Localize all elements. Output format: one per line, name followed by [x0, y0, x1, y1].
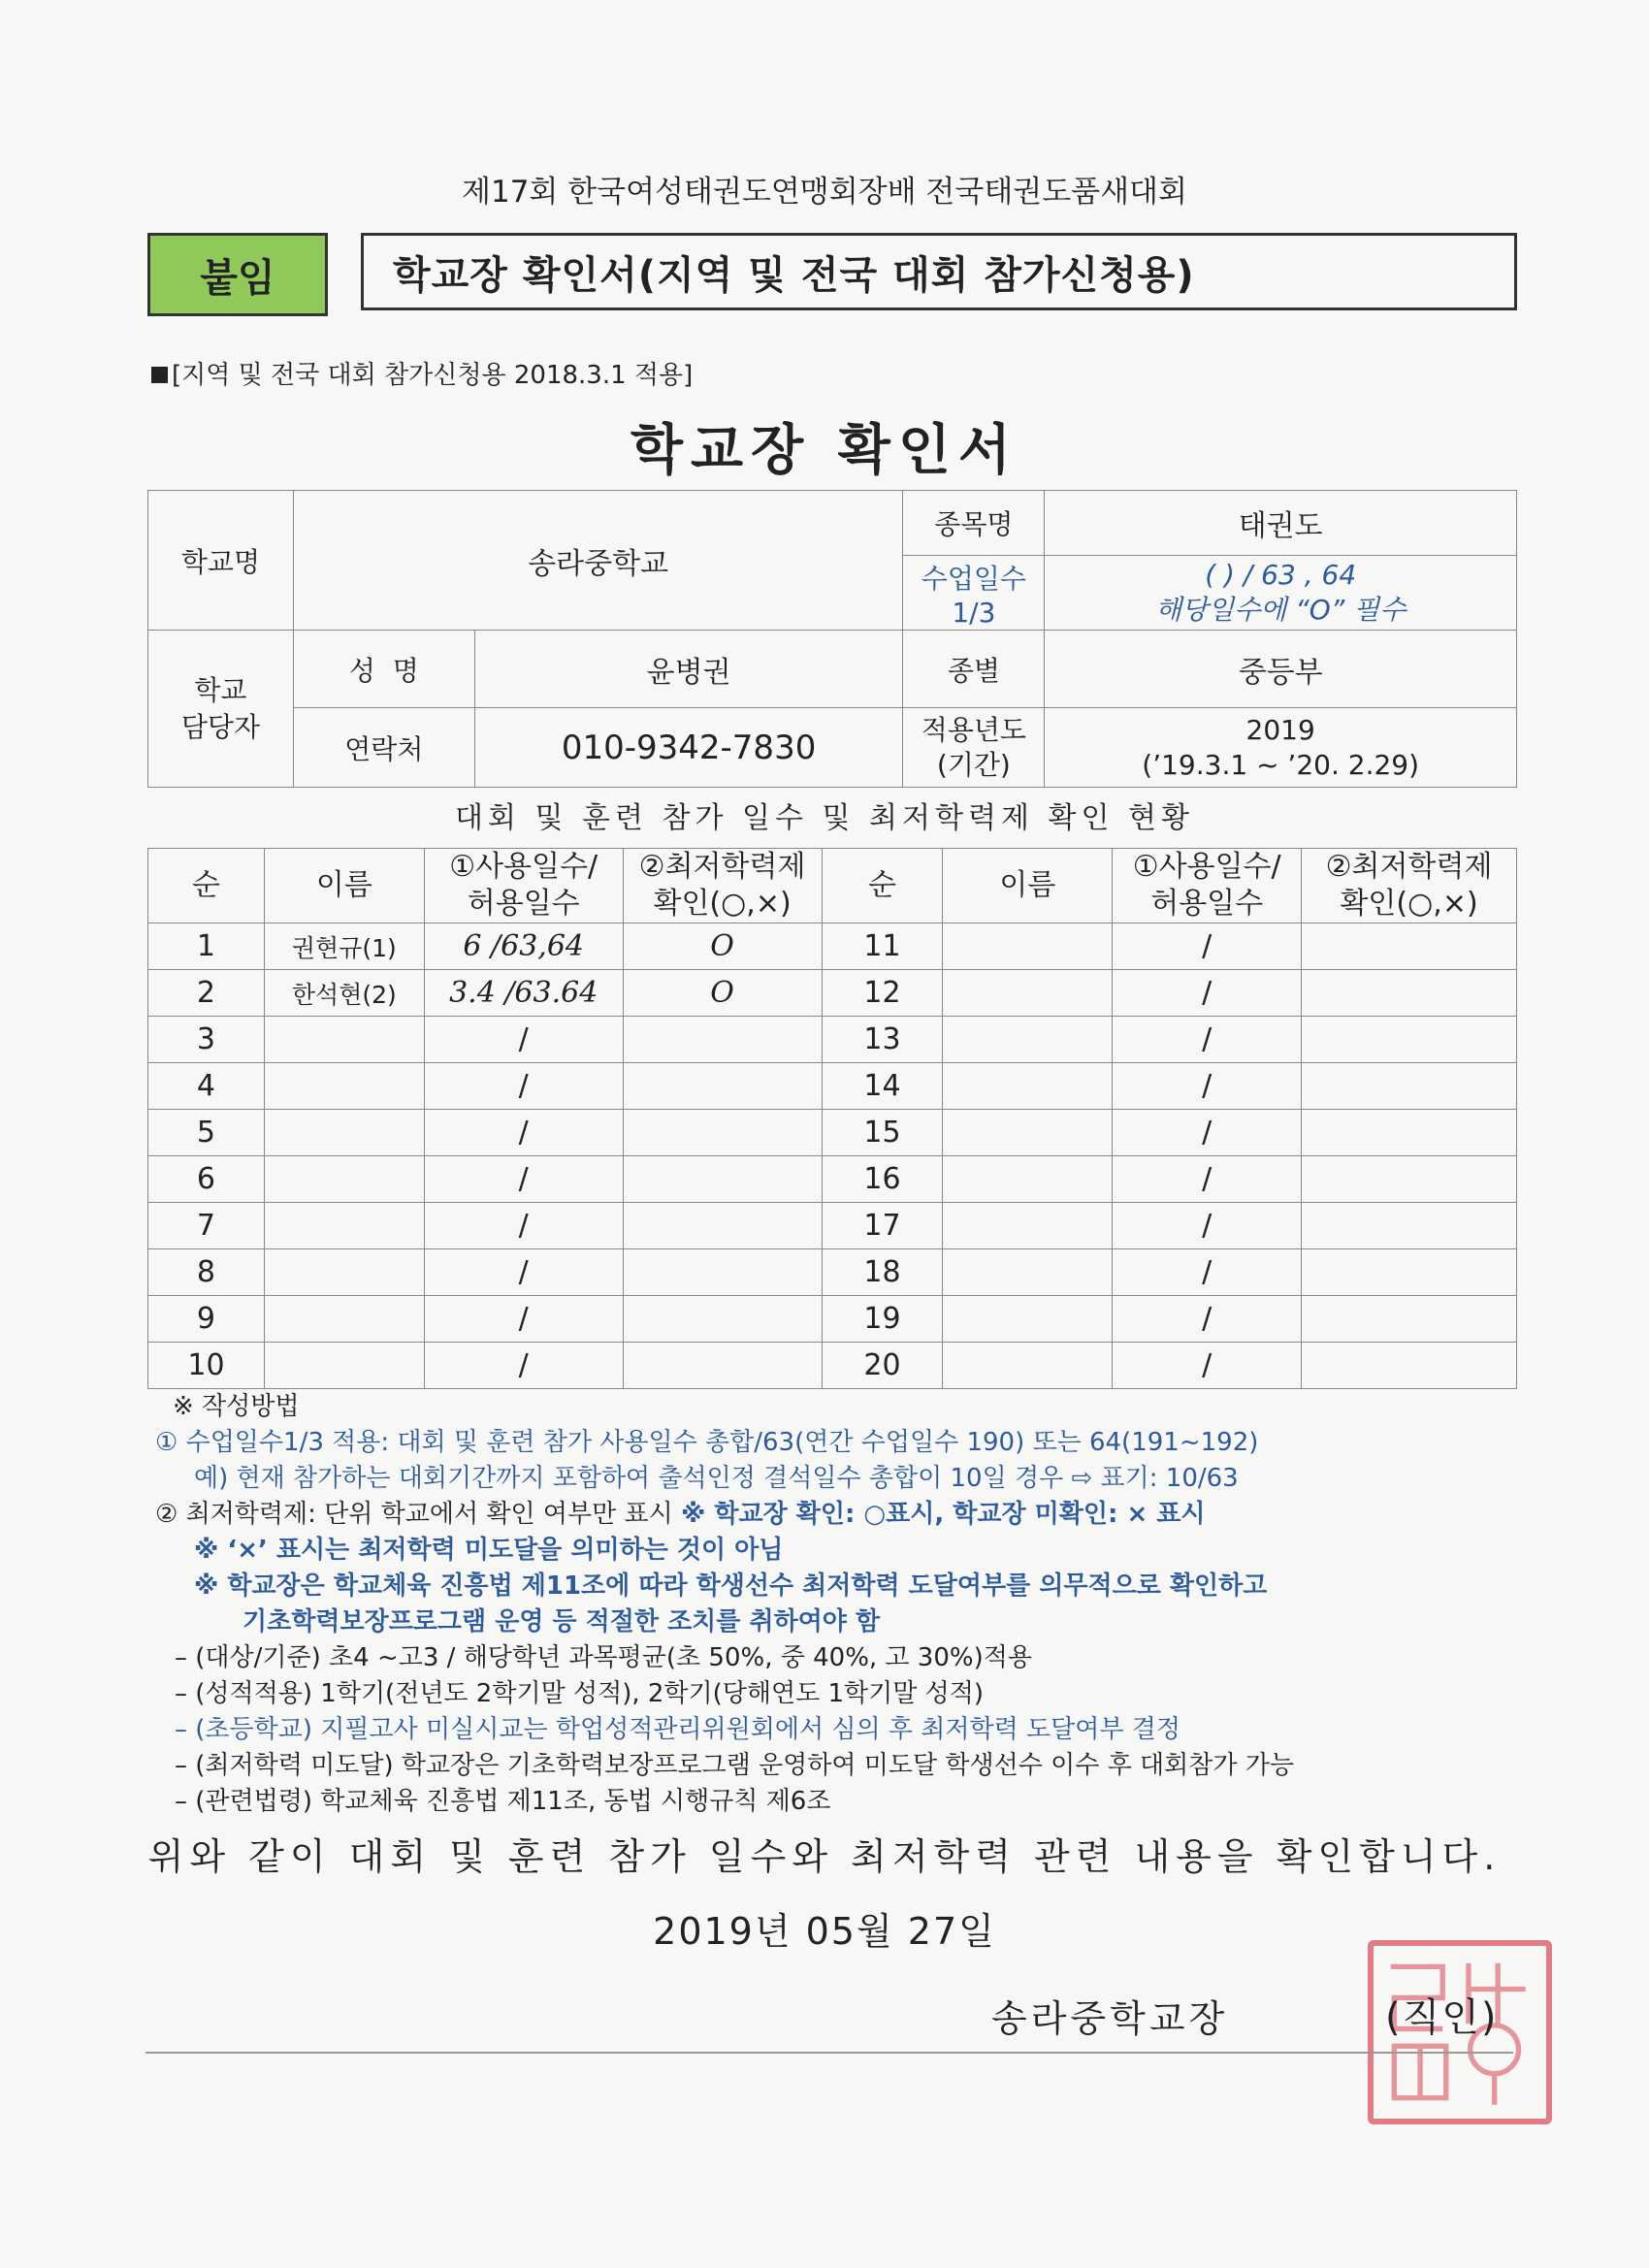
row-days-right: /	[1113, 970, 1302, 1017]
row-name-right	[943, 1296, 1113, 1343]
school-name-value: 송라중학교	[293, 491, 903, 631]
table-row	[148, 970, 1517, 1017]
method-line-10: – (최저학력 미도달) 학교장은 기초학력보장프로그램 운영하여 미도달 학생선수 이수 후 대회참가 가능	[175, 1751, 1294, 1780]
row-no-right: 16	[822, 1156, 943, 1203]
row-check	[623, 1249, 822, 1296]
row-no: 1	[148, 923, 265, 970]
row-no-right: 15	[822, 1110, 943, 1156]
row-no: 10	[148, 1343, 265, 1389]
contact-person-label-line2: 담당자	[180, 710, 261, 743]
row-name	[264, 1017, 424, 1063]
row-name-right	[943, 1343, 1113, 1389]
header-check-right	[1302, 849, 1517, 923]
year-value-line1: 2019	[1245, 713, 1315, 746]
row-days: /	[424, 1296, 623, 1343]
table-row	[148, 923, 1517, 970]
row-check-right	[1302, 1203, 1517, 1249]
school-info-table	[147, 490, 1517, 788]
table-row	[148, 1017, 1517, 1063]
event-label: 종목명	[903, 491, 1045, 556]
row-check-right	[1302, 923, 1517, 970]
method-heading: ※ 작성방법	[173, 1392, 300, 1421]
row-check-right	[1302, 970, 1517, 1017]
row-name	[264, 1203, 424, 1249]
contact-person-label	[148, 631, 294, 788]
header-name-right: 이름	[943, 849, 1113, 923]
row-check	[623, 1110, 822, 1156]
person-name-value: 윤병권	[474, 631, 903, 708]
header-name: 이름	[264, 849, 424, 923]
method-line-3a: ② 최저학력제: 단위 학교에서 확인 여부만 표시	[155, 1500, 682, 1529]
class-days-label-line1: 수업일수	[921, 562, 1026, 595]
row-name	[264, 1249, 424, 1296]
row-no-right: 11	[822, 923, 943, 970]
method-line-4: ※ ‘×’ 표시는 최저학력 미도달을 의미하는 것이 아님	[194, 1536, 784, 1565]
page-title: 학교장 확인서	[630, 419, 1019, 482]
header-no: 순	[148, 849, 265, 923]
row-days-right: /	[1113, 1063, 1302, 1110]
row-days: 6 /63,64	[424, 923, 623, 970]
row-no: 3	[148, 1017, 265, 1063]
row-name-right	[943, 1156, 1113, 1203]
row-days-right: /	[1113, 1203, 1302, 1249]
square-bullet-icon	[151, 367, 168, 383]
row-name	[264, 1156, 424, 1203]
row-name-right	[943, 1203, 1113, 1249]
form-title: 학교장 확인서(지역 및 전국 대회 참가신청용)	[361, 233, 1517, 310]
row-no-right: 13	[822, 1017, 943, 1063]
row-check	[623, 1296, 822, 1343]
table-row	[148, 1063, 1517, 1110]
division-value: 중등부	[1045, 631, 1517, 708]
row-name-right	[943, 1249, 1113, 1296]
row-days-right: /	[1113, 1296, 1302, 1343]
row-name-right	[943, 1017, 1113, 1063]
row-days-right: /	[1113, 1343, 1302, 1389]
row-days: 3.4 /63.64	[424, 970, 623, 1017]
header-days-line1: ①사용일수/	[449, 850, 598, 884]
row-no-right: 17	[822, 1203, 943, 1249]
row-check-right	[1302, 1110, 1517, 1156]
year-label	[903, 708, 1045, 788]
issue-date: 2019년 05월 27일	[653, 1910, 996, 1953]
table-row	[148, 1156, 1517, 1203]
row-check	[623, 1156, 822, 1203]
row-name-right	[943, 970, 1113, 1017]
row-no: 2	[148, 970, 265, 1017]
row-days: /	[424, 1063, 623, 1110]
bottom-divider	[146, 2052, 1513, 2054]
class-days-label-line2: 1/3	[952, 596, 996, 629]
row-days-right: /	[1113, 1249, 1302, 1296]
row-check-right	[1302, 1249, 1517, 1296]
method-line-3	[155, 1497, 1531, 1533]
principal-title: 송라중학교장	[991, 1997, 1229, 2040]
table-row	[148, 1249, 1517, 1296]
class-days-value	[1045, 556, 1517, 631]
header-no-right: 순	[822, 849, 943, 923]
row-days: /	[424, 1017, 623, 1063]
person-name-label: 성 명	[293, 631, 474, 708]
row-check-right	[1302, 1296, 1517, 1343]
row-no-right: 18	[822, 1249, 943, 1296]
table-row	[148, 1110, 1517, 1156]
row-check: O	[623, 970, 822, 1017]
row-no-right: 14	[822, 1063, 943, 1110]
row-check	[623, 1343, 822, 1389]
method-line-2: 예) 현재 참가하는 대회기간까지 포함하여 출석인정 결석일수 총합이 10일 경우 ⇨ 표기: 10/63	[194, 1464, 1239, 1493]
year-label-line2: (기간)	[936, 748, 1011, 781]
row-days: /	[424, 1249, 623, 1296]
method-line-8: – (성적적용) 1학기(전년도 2학기말 성적), 2학기(당해연도 1학기말 성적)	[175, 1679, 985, 1708]
header-days-right-line2: 허용일수	[1150, 887, 1264, 921]
header-days	[424, 849, 623, 923]
row-days-right: /	[1113, 923, 1302, 970]
row-name-right	[943, 923, 1113, 970]
row-no: 6	[148, 1156, 265, 1203]
header-days-right-line1: ①사용일수/	[1132, 850, 1281, 884]
confirmation-statement: 위와 같이 대회 및 훈련 참가 일수와 최저학력 관련 내용을 확인합니다.	[147, 1835, 1502, 1878]
participants-section-title: 대회 및 훈련 참가 일수 및 최저학력제 확인 현황	[455, 801, 1194, 835]
row-days-right: /	[1113, 1110, 1302, 1156]
row-no: 9	[148, 1296, 265, 1343]
row-name-right	[943, 1110, 1113, 1156]
row-check	[623, 1203, 822, 1249]
header-check-line2: 확인(○,×)	[653, 887, 792, 921]
event-value: 태권도	[1045, 491, 1517, 556]
contact-person-label-line1: 학교	[194, 673, 247, 706]
row-check	[623, 1017, 822, 1063]
header-check-right-line2: 확인(○,×)	[1340, 887, 1478, 921]
row-check-right	[1302, 1156, 1517, 1203]
year-value	[1045, 708, 1517, 788]
row-check-right	[1302, 1063, 1517, 1110]
note-text: [지역 및 전국 대회 참가신청용 2018.3.1 적용]	[172, 361, 694, 390]
row-no-right: 12	[822, 970, 943, 1017]
header-days-line2: 허용일수	[467, 887, 580, 921]
application-note	[151, 355, 693, 391]
row-no: 5	[148, 1110, 265, 1156]
school-name-label: 학교명	[148, 491, 294, 631]
method-line-9: – (초등학교) 지필고사 미실시교는 학업성적관리위원회에서 심의 후 최저학력 도달여부 결정	[175, 1715, 1180, 1744]
header-check-line1: ②최저학력제	[638, 850, 806, 884]
row-name	[264, 1063, 424, 1110]
row-name	[264, 1296, 424, 1343]
competition-title: 제17회 한국여성태권도연맹회장배 전국태권도품새대회	[462, 175, 1187, 210]
class-days-value-line1: ( ) / 63 , 64	[1205, 559, 1357, 591]
method-line-5: ※ 학교장은 학교체육 진흥법 제11조에 따라 학생선수 최저학력 도달여부를 의무적으로 확인하고	[194, 1571, 1268, 1601]
class-days-value-line2: 해당일수에 “O” 필수	[1155, 594, 1406, 626]
row-no: 7	[148, 1203, 265, 1249]
writing-method	[155, 1389, 1531, 1820]
attachment-badge: 붙임	[147, 233, 328, 316]
method-line-7: – (대상/기준) 초4 ~고3 / 해당학년 과목평균(초 50%, 중 40%, 고 30%)적용	[175, 1643, 1032, 1672]
row-check-right	[1302, 1343, 1517, 1389]
method-line-1: ① 수업일수1/3 적용: 대회 및 훈련 참가 사용일수 총합/63(연간 수업일수 190) 또는 64(191~192)	[155, 1428, 1259, 1457]
row-check-right	[1302, 1017, 1517, 1063]
year-label-line1: 적용년도	[921, 713, 1026, 746]
year-value-line2: (’19.3.1 ~ ’20. 2.29)	[1142, 748, 1420, 781]
row-days: /	[424, 1156, 623, 1203]
row-name: 한석현(2)	[264, 970, 424, 1017]
row-days-right: /	[1113, 1156, 1302, 1203]
table-row	[148, 1203, 1517, 1249]
row-days: /	[424, 1343, 623, 1389]
table-row	[148, 1343, 1517, 1389]
row-no-right: 19	[822, 1296, 943, 1343]
division-label: 종별	[903, 631, 1045, 708]
method-line-6: 기초학력보장프로그램 운영 등 적절한 조치를 취하여야 함	[242, 1607, 881, 1636]
header-days-right	[1113, 849, 1302, 923]
row-no-right: 20	[822, 1343, 943, 1389]
row-days: /	[424, 1110, 623, 1156]
row-check	[623, 1063, 822, 1110]
row-no: 8	[148, 1249, 265, 1296]
row-name: 권현규(1)	[264, 923, 424, 970]
header-check	[623, 849, 822, 923]
phone-label: 연락처	[293, 708, 474, 788]
table-row	[148, 1296, 1517, 1343]
row-no: 4	[148, 1063, 265, 1110]
row-check: O	[623, 923, 822, 970]
seal-label: (직인)	[1385, 1995, 1499, 2040]
phone-value: 010-9342-7830	[474, 708, 903, 788]
row-days: /	[424, 1203, 623, 1249]
class-days-label	[903, 556, 1045, 631]
row-days-right: /	[1113, 1017, 1302, 1063]
row-name	[264, 1343, 424, 1389]
row-name-right	[943, 1063, 1113, 1110]
row-name	[264, 1110, 424, 1156]
method-line-11: – (관련법령) 학교체육 진흥법 제11조, 동법 시행규칙 제6조	[175, 1787, 831, 1816]
participants-table	[147, 848, 1517, 1389]
method-line-3b: ※ 학교장 확인: ○표시, 학교장 미확인: × 표시	[681, 1500, 1206, 1529]
header-check-right-line1: ②최저학력제	[1325, 850, 1493, 884]
table-header-row	[148, 849, 1517, 923]
